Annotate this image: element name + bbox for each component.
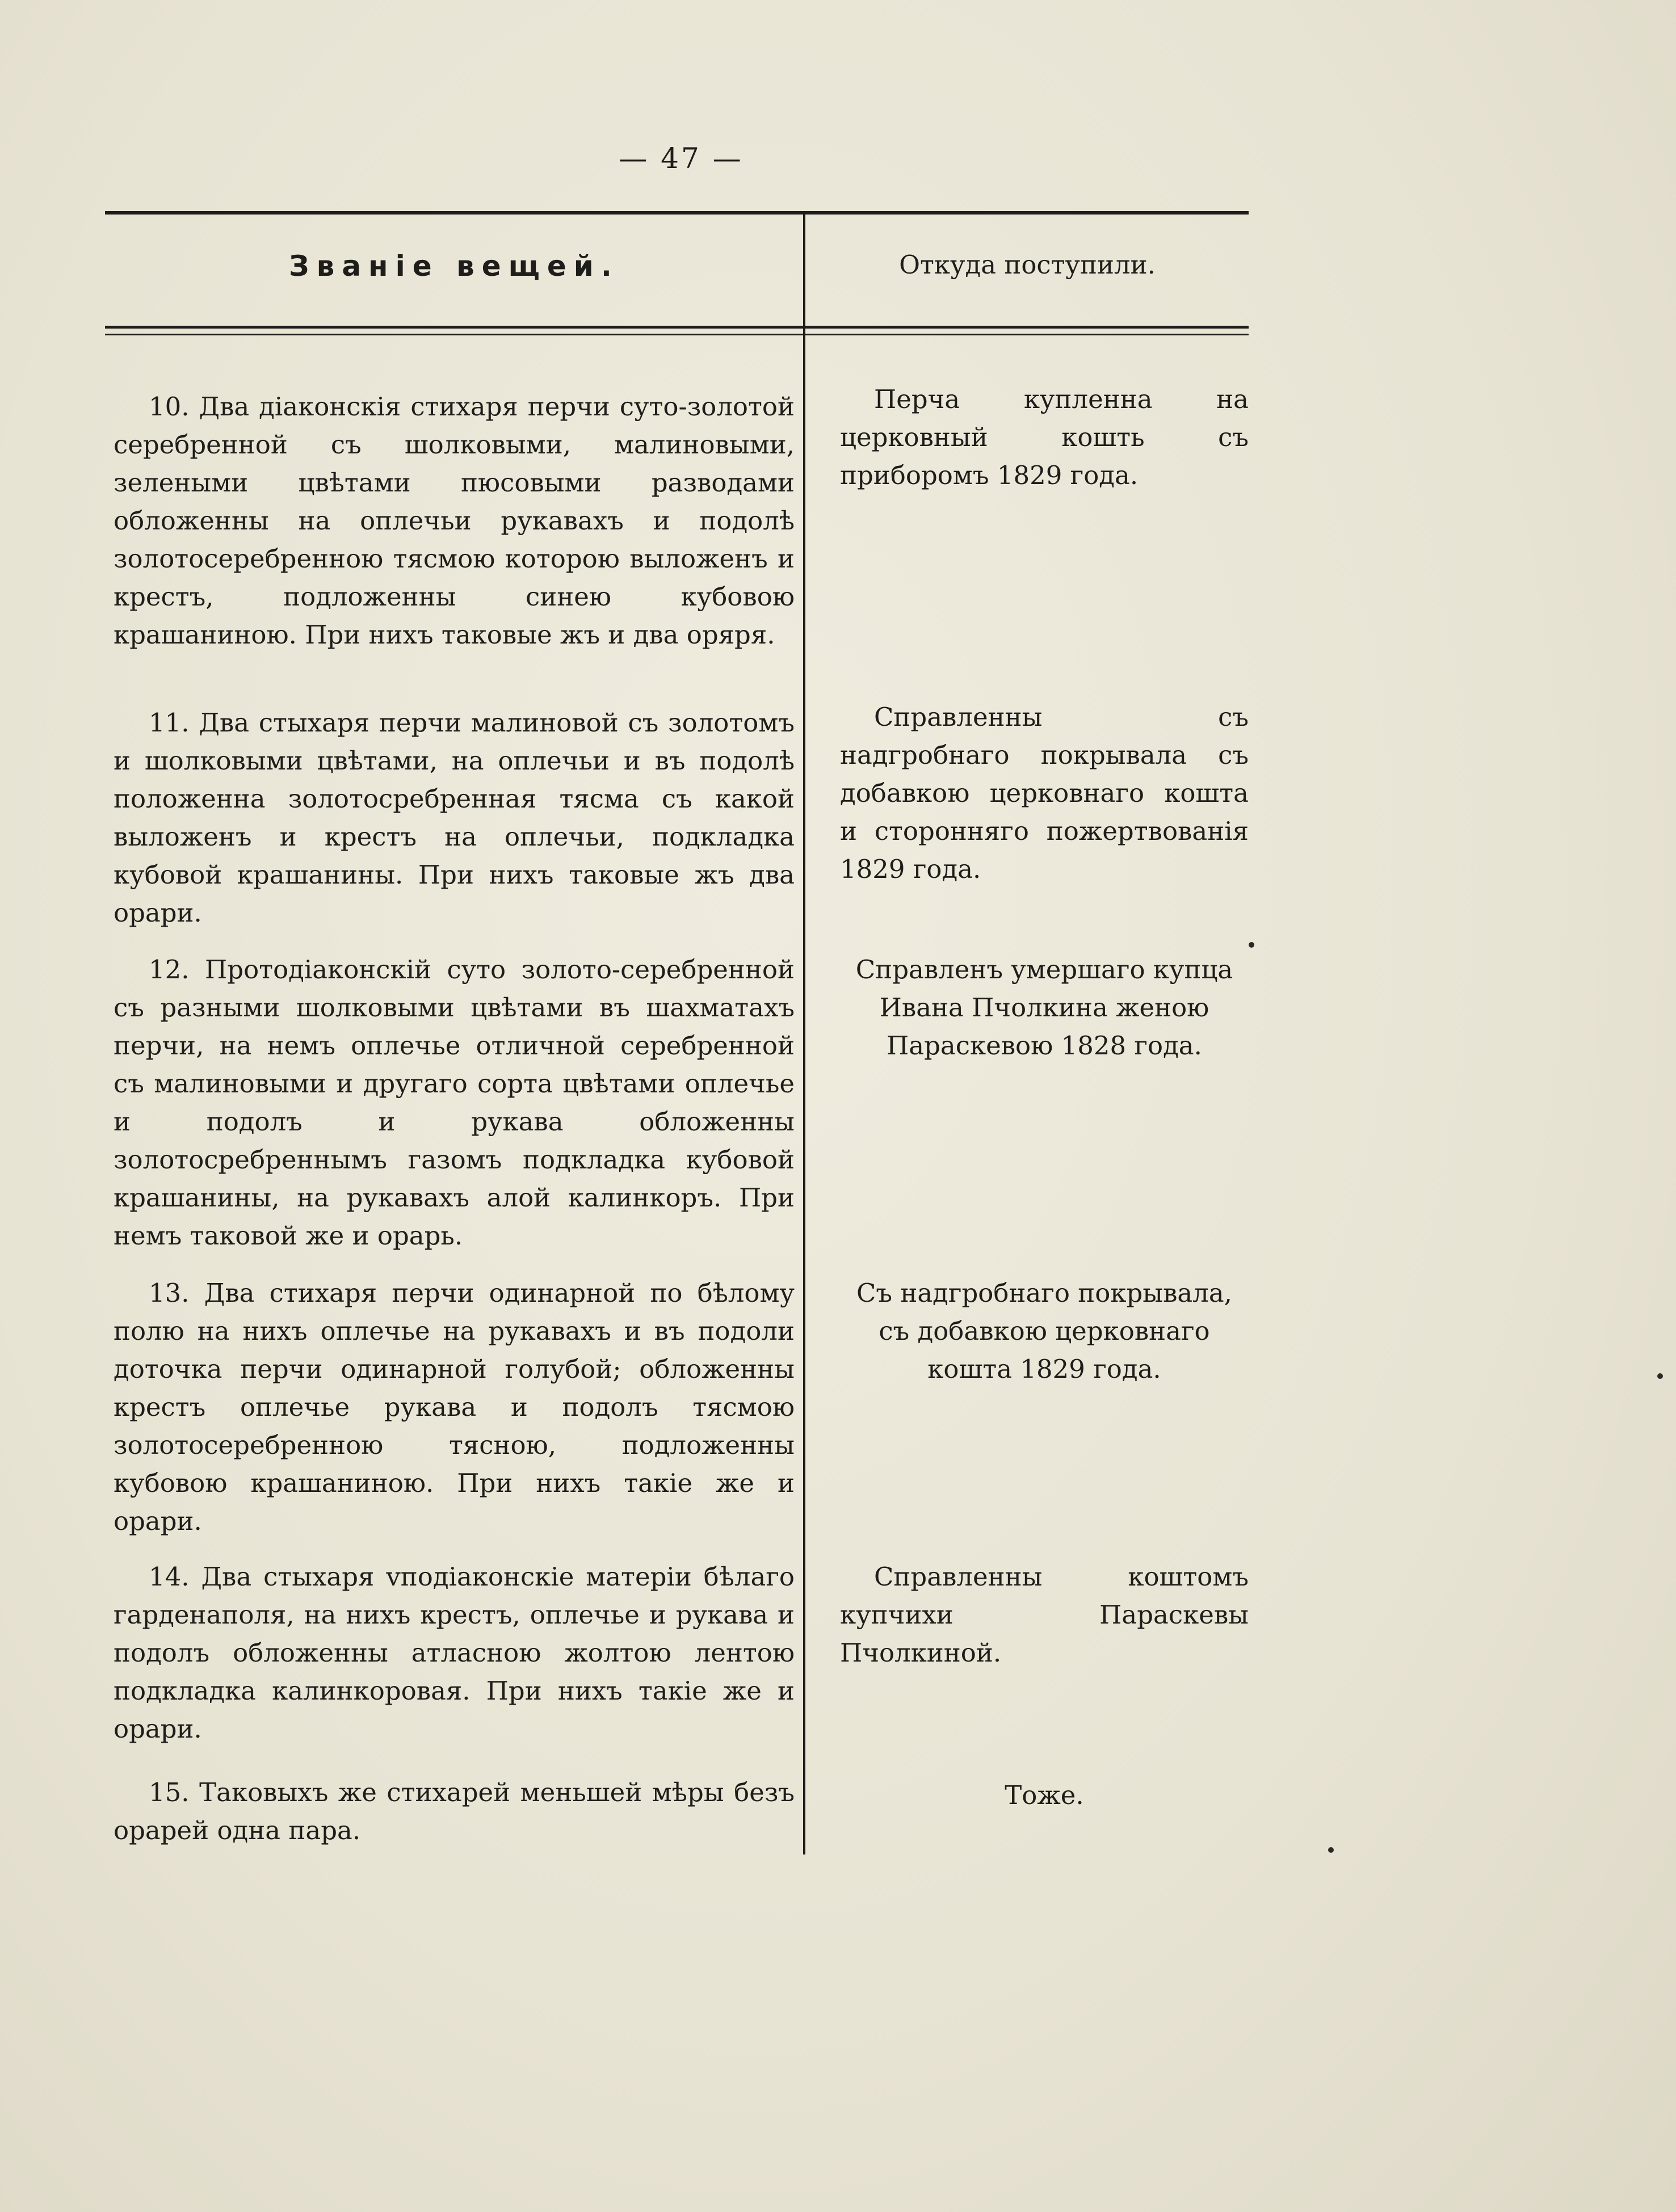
paper-speck — [1657, 1373, 1663, 1379]
header-double-rule-lower — [105, 334, 1249, 335]
source-entry-12: Справленъ умершаго купца Ивана Пчолкина женою Параскевою 1828 года. — [855, 954, 1233, 1061]
column-divider — [803, 215, 805, 1854]
item-entry-15: 15. Таковыхъ же стихарей меньшей мѣры безъ орарей одна пара. — [114, 1777, 795, 1845]
column-header-items: Званіе вещей. — [289, 250, 619, 283]
item-entry-10: 10. Два діаконскія стихаря перчи суто-золотой серебренной съ шолковыми, малиновыми, зелеными цвѣтами пюсовыми разводами обложенны на оплечьи рукавахъ и подолѣ золотосеребренною тясмою которою выложенъ и крестъ, подложенны синею кубовою крашаниною. При нихъ таковые жъ и два оряря. — [114, 392, 795, 650]
source-entry-14: Справленны коштомъ купчихи Параскевы Пчолкиной. — [840, 1562, 1249, 1668]
header-double-rule-upper — [105, 326, 1249, 329]
top-rule — [105, 211, 1249, 215]
source-entry-11: Справленны съ надгробнаго покрывала съ добавкою церковнаго кошта и стороннягo пожертвованія 1829 года. — [840, 702, 1249, 884]
source-entry-10: Перча купленна на церковный кошть съ приборомъ 1829 года. — [840, 384, 1249, 490]
item-entry-11: 11. Два стыхаря перчи малиновой съ золотомъ и шолковыми цвѣтами, на оплечьи и въ подолѣ положенна золотосребренная тясма съ какой выложенъ и крестъ на оплечьи, подкладка кубовой крашанины. При нихъ таковые жъ два орари. — [114, 708, 795, 928]
item-entry-12: 12. Протодіаконскій суто золото-серебренной съ разными шолковыми цвѣтами въ шахматахъ перчи, на немъ оплечье отличной серебренной съ малиновыми и другаго сорта цвѣтами оплечье и подолъ и рукава обложенны золотосребреннымъ газомъ подкладка кубовой крашанины, на рукавахъ алой калинкоръ. При немъ таковой же и орарь. — [114, 954, 795, 1251]
paper-speck — [1249, 942, 1254, 948]
paper-speck — [1328, 1847, 1334, 1853]
column-header-source: Откуда поступили. — [899, 250, 1156, 280]
source-entry-15: Тоже. — [1005, 1780, 1084, 1810]
source-entry-13: Съ надгробнаго покрывала, съ добавкою церковнаго кошта 1829 года. — [856, 1278, 1232, 1384]
item-entry-14: 14. Два стыхаря vподіаконскіе матеріи бѣлаго гарденаполя, на нихъ крестъ, оплечье и рукава и подолъ обложенны атласною жолтою лентою подкладка калинкоровая. При нихъ такіе же и орари. — [114, 1562, 795, 1744]
item-entry-13: 13. Два стихаря перчи одинарной по бѣлому полю на нихъ оплечье на рукавахъ и въ подоли доточка перчи одинарной голубой; обложенны крестъ оплечье рукава и подолъ тясмою золотосеребренною тясною, подложенны кубовою крашаниною. При нихъ такіе же и орари. — [114, 1278, 795, 1536]
page-number: — 47 — — [619, 142, 744, 175]
